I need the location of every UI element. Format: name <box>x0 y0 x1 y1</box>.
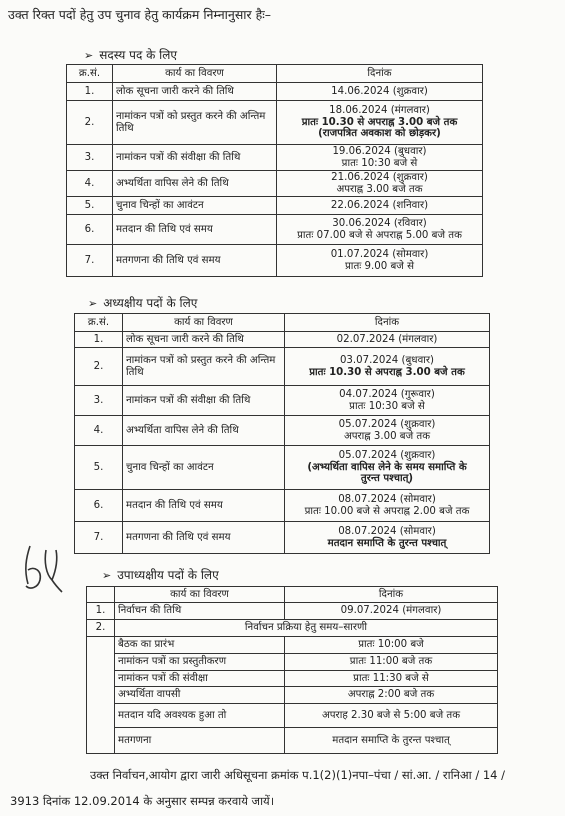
footer-line-1: उक्त निर्वाचन,आयोग द्वारा जारी अधिसूचना क्रमांक प.1(2)(1)नपा–पंचा / सां.आ. / रानिआ / 14 / <box>90 768 506 782</box>
date-line: प्रातः 10.00 बजे से अपराह्न 2.00 बजे तक <box>304 505 470 517</box>
col-header-task: कार्य का विवरण <box>115 587 285 603</box>
row-sn: 1. <box>67 83 113 101</box>
row-sn: 2. <box>87 620 115 637</box>
row-task: नामांकन पत्रों को प्रस्तुत करने की अन्तिम तिथि <box>123 348 285 386</box>
row-task: नामांकन पत्रों की संवीक्षा की तिथि <box>113 145 277 171</box>
date-line: 05.07.2024 (शुक्रवार) <box>338 450 436 462</box>
row-task: नामांकन पत्रों को प्रस्तुत करने की अन्तिम तिथि <box>113 101 277 145</box>
row-sn: 4. <box>67 171 113 197</box>
col-header-date: दिनांक <box>285 314 490 332</box>
schedule-task: अभ्यर्थिता वापसी <box>115 687 285 704</box>
row-date <box>277 101 483 145</box>
table-row <box>75 446 490 490</box>
row-date <box>277 171 483 197</box>
col-header-date: दिनांक <box>277 65 483 83</box>
date-line: 30.06.2024 (रविवार) <box>332 218 427 230</box>
date-line: 14.06.2024 (शुक्रवार) <box>331 85 428 97</box>
date-line: 08.07.2024 (सोमवार) <box>338 526 436 538</box>
row-date <box>285 348 490 386</box>
section-heading-vice-chairman: ➢ उपाध्यक्षीय पदों के लिए <box>102 568 219 582</box>
row-task: मतगणना की तिथि एवं समय <box>113 245 277 277</box>
table-row <box>67 197 483 215</box>
corner-cell <box>87 587 115 603</box>
table-row <box>67 171 483 197</box>
row-task: निर्वाचन की तिथि <box>115 603 285 620</box>
schedule-time: अपराह्न 2:00 बजे तक <box>285 687 498 704</box>
date-line: मतदान समाप्ति के तुरन्त पश्चात् <box>327 537 447 549</box>
row-date <box>277 245 483 277</box>
date-line: प्रातः 9.00 बजे से <box>345 260 414 272</box>
handwritten-page-number <box>22 540 66 596</box>
row-date <box>285 386 490 416</box>
row-date <box>277 145 483 171</box>
table-row <box>67 245 483 277</box>
table-row <box>75 490 490 522</box>
section-heading-member: ➢ सदस्य पद के लिए <box>84 48 178 62</box>
date-line: प्रातः 10:30 बजे से <box>341 157 418 169</box>
row-task: अभ्यर्थिता वापिस लेने की तिथि <box>123 416 285 446</box>
member-schedule-table <box>66 64 483 277</box>
schedule-task: नामांकन पत्रों का प्रस्तुतीकरण <box>115 654 285 671</box>
schedule-time: प्रातः 11:00 बजे तक <box>285 654 498 671</box>
row-sn: 3. <box>75 386 123 416</box>
table-row <box>75 332 490 348</box>
row-date <box>285 522 490 554</box>
date-line: 21.06.2024 (शुक्रवार) <box>331 172 428 184</box>
row-date <box>285 332 490 348</box>
col-header-sn: क्र.सं. <box>67 65 113 83</box>
footer-line-2: 3913 दिनांक 12.09.2014 के अनुसार सम्पन्न करवाये जायें। <box>10 794 275 808</box>
date-line: अपराह्न 3.00 बजे तक <box>343 430 431 442</box>
row-date <box>277 197 483 215</box>
date-line: 03.07.2024 (बुधवार) <box>339 355 435 367</box>
date-line: प्रातः 10:30 बजे से <box>349 400 425 412</box>
row-date <box>285 446 490 490</box>
row-date: 09.07.2024 (मंगलवार) <box>285 603 498 620</box>
table-row <box>75 522 490 554</box>
date-line: 05.07.2024 (शुक्रवार) <box>338 419 436 431</box>
table-row <box>67 101 483 145</box>
intro-text: उक्त रिक्त पदों हेतु उप चुनाव हेतु कार्यक्रम निम्नानुसार हैः– <box>8 7 271 22</box>
schedule-row <box>87 637 498 654</box>
date-line: तुरन्त पश्चात्) <box>360 473 414 485</box>
row-sn: 6. <box>75 490 123 522</box>
row-task: अभ्यर्थिता वापिस लेने की तिथि <box>113 171 277 197</box>
schedule-subheading: निर्वाचन प्रक्रिया हेतु समय–सारणी <box>115 620 498 637</box>
row-task: लोक सूचना जारी करने की तिथि <box>123 332 285 348</box>
schedule-row <box>87 687 498 704</box>
date-line: 02.07.2024 (मंगलवार) <box>336 333 438 345</box>
schedule-row <box>87 728 498 754</box>
date-line: (अभ्यर्थिता वापिस लेने के समय समाप्ति के <box>307 461 467 473</box>
row-sn: 5. <box>75 446 123 490</box>
row-task: लोक सूचना जारी करने की तिथि <box>113 83 277 101</box>
row-sn: 1. <box>87 603 115 620</box>
date-line: 19.06.2024 (बुधवार) <box>332 146 427 158</box>
date-line: 01.07.2024 (सोमवार) <box>330 249 429 261</box>
table-row <box>75 416 490 446</box>
date-line: प्रातः 10.30 से अपराह्न 3.00 बजे तक <box>309 366 465 378</box>
row-sn: 6. <box>67 215 113 245</box>
schedule-task: मतगणना <box>115 728 285 754</box>
arrow-bullet-icon: ➢ <box>84 49 94 62</box>
row-date <box>277 83 483 101</box>
row-sn: 2. <box>67 101 113 145</box>
table-row <box>67 83 483 101</box>
table-row <box>67 145 483 171</box>
row-task: मतदान की तिथि एवं समय <box>123 490 285 522</box>
row-sn: 4. <box>75 416 123 446</box>
blank-cell <box>87 637 115 754</box>
schedule-time: प्रातः 10:00 बजे <box>285 637 498 654</box>
schedule-row <box>87 704 498 728</box>
row-task: मतदान की तिथि एवं समय <box>113 215 277 245</box>
section-heading-chairman: ➢ अध्यक्षीय पदों के लिए <box>88 296 198 310</box>
table-row <box>75 386 490 416</box>
col-header-task: कार्य का विवरण <box>113 65 277 83</box>
chairman-schedule-table <box>74 313 490 554</box>
row-sn: 1. <box>75 332 123 348</box>
row-date <box>285 490 490 522</box>
row-sn: 7. <box>75 522 123 554</box>
col-header-sn: क्र.सं. <box>75 314 123 332</box>
schedule-time: मतदान समाप्ति के तुरन्त पश्चात् <box>285 728 498 754</box>
row-sn: 5. <box>67 197 113 215</box>
col-header-date: दिनांक <box>285 587 498 603</box>
row-sn: 2. <box>75 348 123 386</box>
table-row <box>75 348 490 386</box>
row-date <box>285 416 490 446</box>
col-header-task: कार्य का विवरण <box>123 314 285 332</box>
schedule-task: नामांकन पत्रों की संवीक्षा <box>115 671 285 687</box>
table-row <box>67 215 483 245</box>
row-task: नामांकन पत्रों की संवीक्षा की तिथि <box>123 386 285 416</box>
row-task: चुनाव चिन्हों का आवंटन <box>113 197 277 215</box>
date-line: 08.07.2024 (सोमवार) <box>338 494 436 506</box>
row-sn: 3. <box>67 145 113 171</box>
schedule-task: मतदान यदि अवश्यक हुआ तो <box>115 704 285 728</box>
schedule-time: अपराह 2.30 बजे से 5:00 बजे तक <box>285 704 498 728</box>
row-sn: 7. <box>67 245 113 277</box>
date-line: 18.06.2024 (मंगलवार) <box>329 105 430 117</box>
date-line: प्रातः 10.30 से अपराह्न 3.00 बजे तक <box>301 116 458 128</box>
date-line: अपराह्न 3.00 बजे तक <box>336 183 423 195</box>
schedule-row <box>87 654 498 671</box>
arrow-bullet-icon: ➢ <box>102 569 112 582</box>
date-line: 22.06.2024 (शनिवार) <box>330 199 429 211</box>
vice-chairman-schedule-table <box>86 586 498 754</box>
arrow-bullet-icon: ➢ <box>88 297 98 310</box>
date-line: (राजपत्रित अवकाश को छोड़कर) <box>318 128 441 140</box>
row-task: मतगणना की तिथि एवं समय <box>123 522 285 554</box>
schedule-task: बैठक का प्रारंभ <box>115 637 285 654</box>
row-task: चुनाव चिन्हों का आवंटन <box>123 446 285 490</box>
date-line: 04.07.2024 (गुरूवार) <box>339 389 435 401</box>
date-line: प्रातः 07.00 बजे से अपराह्न 5.00 बजे तक <box>297 229 462 241</box>
schedule-row <box>87 671 498 687</box>
schedule-time: प्रातः 11:30 बजे से <box>285 671 498 687</box>
row-date <box>277 215 483 245</box>
